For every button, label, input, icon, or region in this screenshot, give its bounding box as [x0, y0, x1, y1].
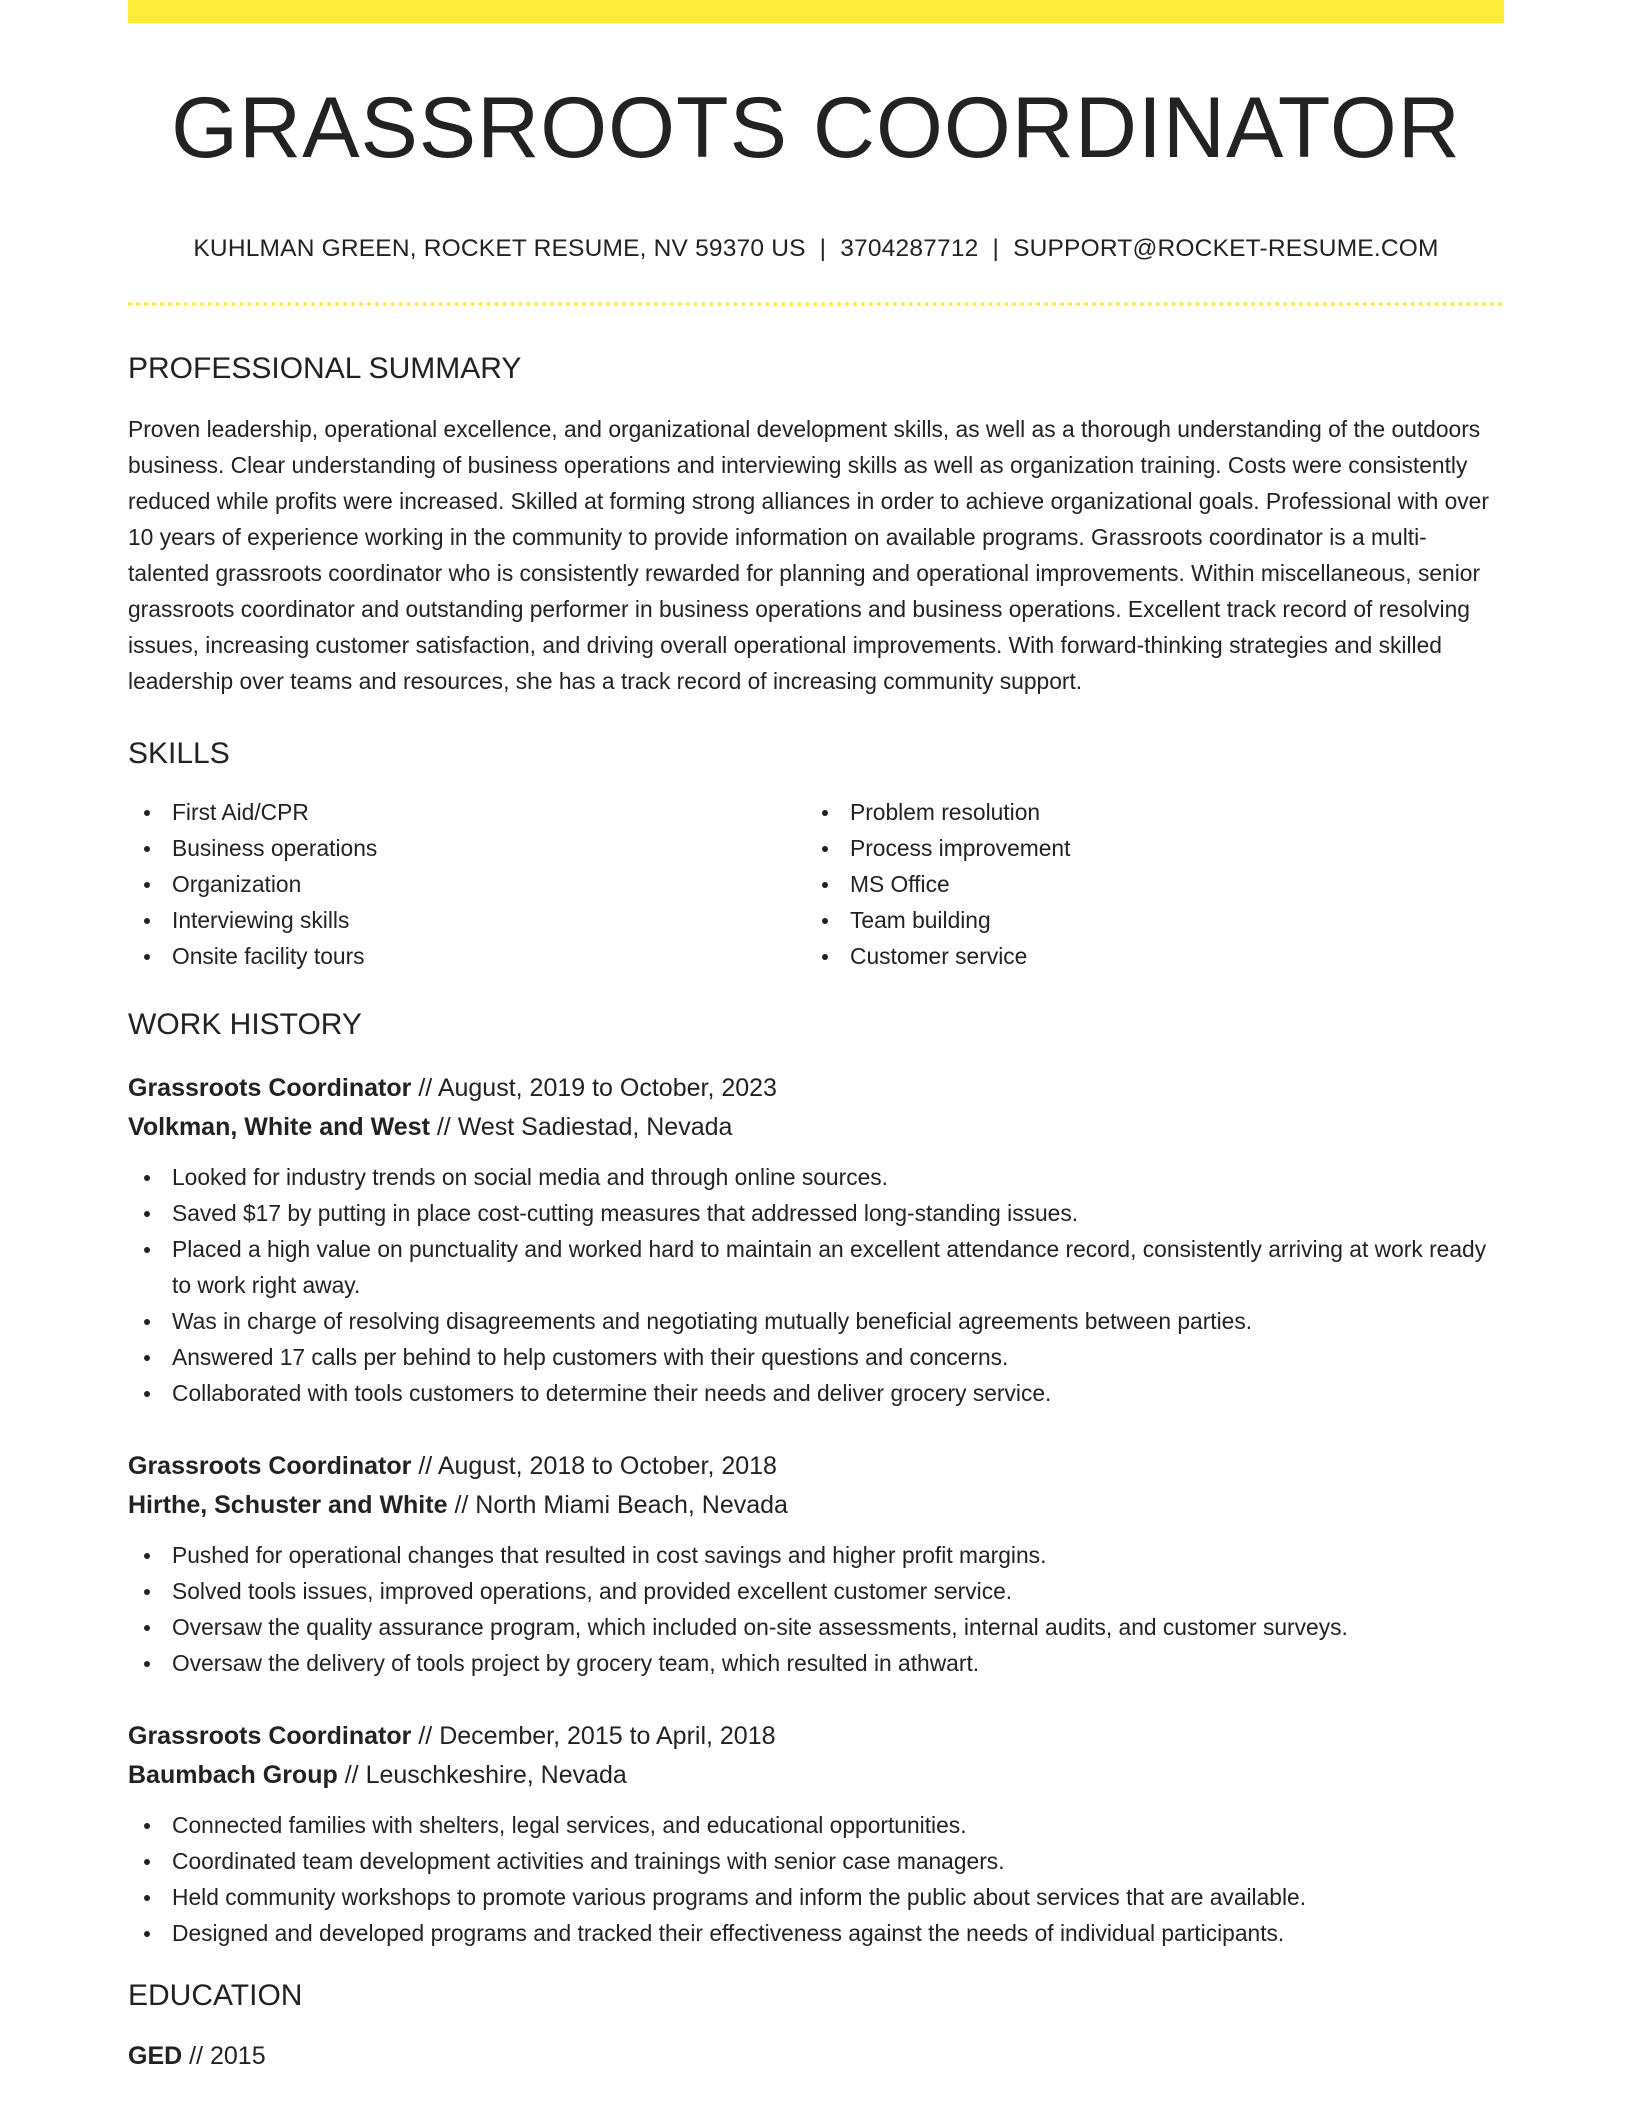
job-bullets [128, 1537, 1504, 1681]
education-year: 2015 [210, 2041, 266, 2070]
job-bullet: Collaborated with tools customers to determine their needs and deliver grocery service. [128, 1375, 1504, 1411]
job-entry [128, 1069, 1504, 1411]
skill-item: Problem resolution [806, 794, 1484, 830]
job-company: Baumbach Group [128, 1760, 338, 1789]
job-role: Grassroots Coordinator [128, 1721, 412, 1750]
job-bullet: Looked for industry trends on social media and through online sources. [128, 1159, 1504, 1195]
contact-separator: | [819, 235, 827, 262]
job-role-line [128, 1069, 1504, 1108]
contact-phone: 3704287712 [840, 235, 979, 262]
job-dates: August, 2019 to October, 2023 [437, 1073, 777, 1102]
job-divider: // [344, 1760, 359, 1789]
skill-item: Business operations [128, 830, 806, 866]
skills-heading: SKILLS [128, 736, 230, 770]
contact-separator: | [992, 235, 1000, 262]
job-divider: // [418, 1073, 433, 1102]
job-bullet: Oversaw the quality assurance program, which included on-site assessments, internal audits, and customer surveys. [128, 1609, 1504, 1645]
job-bullet: Was in charge of resolving disagreements and negotiating mutually beneficial agreements between parties. [128, 1303, 1504, 1339]
skills-right-column [806, 794, 1484, 974]
job-bullet: Answered 17 calls per behind to help customers with their questions and concerns. [128, 1339, 1504, 1375]
skill-item: Customer service [806, 938, 1484, 974]
job-bullet: Held community workshops to promote various programs and inform the public about services that are available. [128, 1879, 1504, 1915]
accent-top-bar [128, 0, 1504, 23]
job-bullet: Solved tools issues, improved operations, and provided excellent customer service. [128, 1573, 1504, 1609]
job-company-line [128, 1756, 1504, 1795]
skills-left-column [128, 794, 806, 974]
job-divider: // [418, 1721, 433, 1750]
skill-item: Process improvement [806, 830, 1484, 866]
job-company: Volkman, White and West [128, 1112, 430, 1141]
education-degree: GED [128, 2041, 183, 2070]
education-line [128, 2037, 1504, 2076]
job-role-line [128, 1447, 1504, 1486]
job-bullet: Connected families with shelters, legal services, and educational opportunities. [128, 1807, 1504, 1843]
contact-email: SUPPORT@ROCKET-RESUME.COM [1013, 235, 1439, 262]
job-dates: December, 2015 to April, 2018 [439, 1721, 776, 1750]
job-entry [128, 1717, 1504, 1951]
job-company-line [128, 1108, 1504, 1147]
skill-item: Team building [806, 902, 1484, 938]
skills-grid [128, 794, 1504, 974]
education-heading: EDUCATION [128, 1978, 303, 2012]
job-bullet: Oversaw the delivery of tools project by grocery team, which resulted in athwart. [128, 1645, 1504, 1681]
contact-line [128, 237, 1504, 262]
job-bullets [128, 1807, 1504, 1951]
summary-text: Proven leadership, operational excellence, and organizational development skills, as well as a thorough understanding of the outdoors business. Clear understanding of business operations and interviewing skills as well as organization training. Costs were consistently reduced while profits were increased. Skilled at forming strong alliances in order to achieve organizational goals. Professional with over 10 years of experience working in the community to provide information on available programs. Grassroots coordinator is a multi-talented grassroots coordinator who is consistently rewarded for planning and operational improvements. Within miscellaneous, senior grassroots coordinator and outstanding performer in business operations and business operations. Excellent track record of resolving issues, increasing customer satisfaction, and driving overall operational improvements. With forward-thinking strategies and skilled leadership over teams and resources, she has a track record of increasing community support. [128, 415, 1489, 694]
job-location: Leuschkeshire, Nevada [365, 1760, 627, 1789]
job-role: Grassroots Coordinator [128, 1073, 412, 1102]
job-bullet: Designed and developed programs and tracked their effectiveness against the needs of individual participants. [128, 1915, 1504, 1951]
job-bullet: Placed a high value on punctuality and worked hard to maintain an excellent attendance record, consistently arriving at work ready to work right away. [128, 1231, 1504, 1303]
skill-item: First Aid/CPR [128, 794, 806, 830]
skill-item: Onsite facility tours [128, 938, 806, 974]
resume-name: GRASSROOTS COORDINATOR [171, 80, 1461, 176]
skill-item: Organization [128, 866, 806, 902]
job-divider: // [454, 1490, 469, 1519]
work-history-heading: WORK HISTORY [128, 1007, 362, 1041]
job-role-line [128, 1717, 1504, 1756]
job-divider: // [418, 1451, 433, 1480]
resume-page [128, 0, 1504, 2076]
job-dates: August, 2018 to October, 2018 [437, 1451, 777, 1480]
skill-item: Interviewing skills [128, 902, 806, 938]
job-location: North Miami Beach, Nevada [475, 1490, 788, 1519]
job-company-line [128, 1486, 1504, 1525]
job-bullet: Pushed for operational changes that resulted in cost savings and higher profit margins. [128, 1537, 1504, 1573]
education-divider: // [189, 2041, 204, 2070]
dotted-divider [128, 302, 1504, 306]
summary-heading: PROFESSIONAL SUMMARY [128, 351, 522, 385]
contact-address: KUHLMAN GREEN, ROCKET RESUME, NV 59370 US [193, 235, 806, 262]
job-bullet: Coordinated team development activities and trainings with senior case managers. [128, 1843, 1504, 1879]
job-entry [128, 1447, 1504, 1681]
job-role: Grassroots Coordinator [128, 1451, 412, 1480]
job-location: West Sadiestad, Nevada [457, 1112, 733, 1141]
job-bullet: Saved $17 by putting in place cost-cutting measures that addressed long-standing issues. [128, 1195, 1504, 1231]
job-company: Hirthe, Schuster and White [128, 1490, 448, 1519]
job-divider: // [436, 1112, 451, 1141]
job-bullets [128, 1159, 1504, 1411]
skill-item: MS Office [806, 866, 1484, 902]
